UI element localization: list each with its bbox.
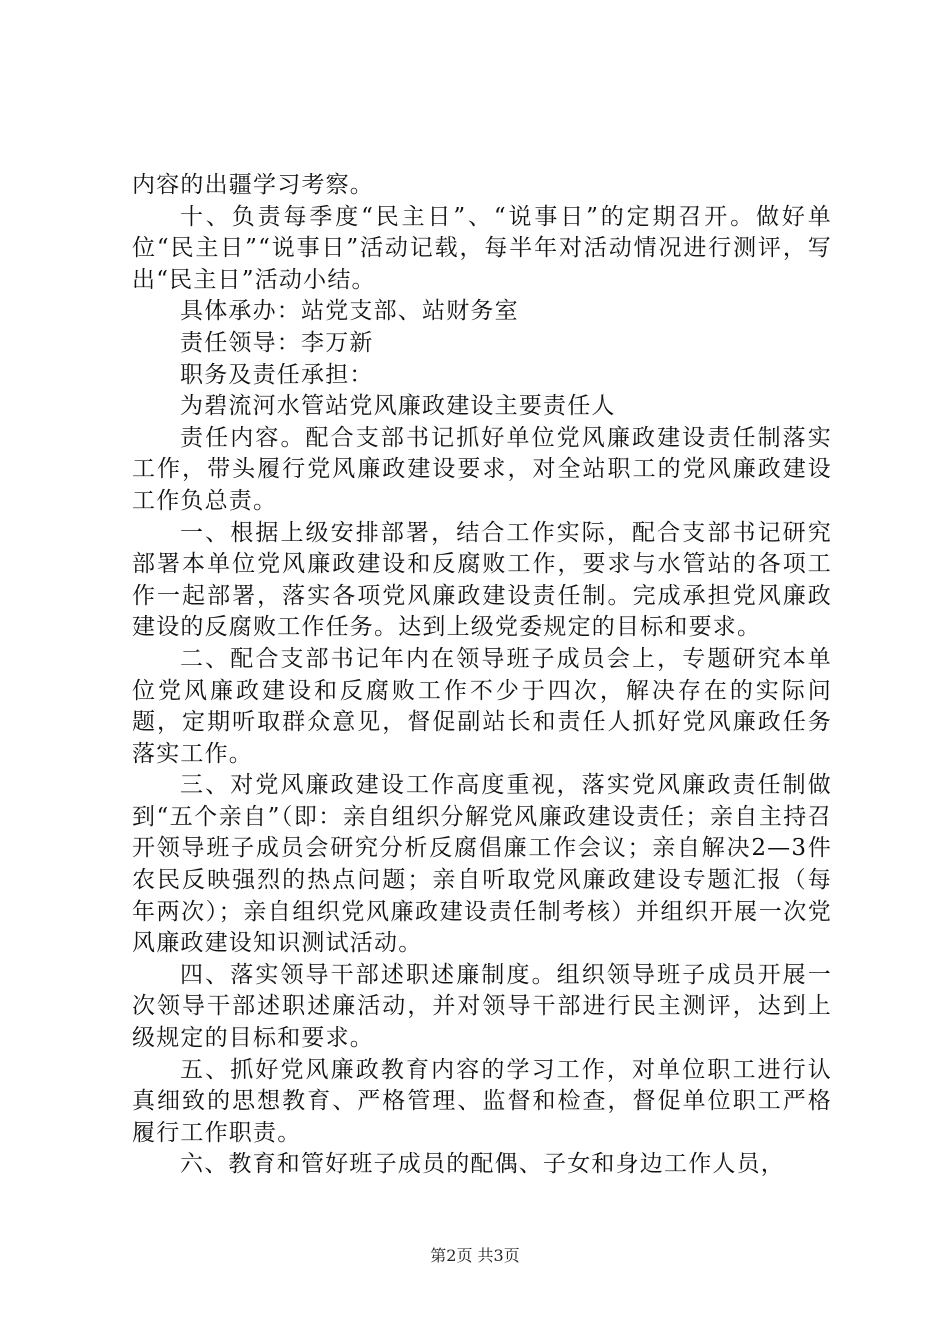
paragraph: 三、对党风廉政建设工作高度重视，落实党风廉政责任制做到“五个亲自”（即：亲自组织分解党风廉政建设责任；亲自主持召开领导班子成员会研究分析反腐倡廉工作会议；亲自解决2—3件农民反映强烈的热点问题；亲自听取党风廉政建设专题汇报（每年两次）；亲自组织党风廉政建设责任制考核）并组织开展一次党风廉政建设知识测试活动。	[132, 772, 832, 957]
paragraph: 具体承办：站党支部、站财务室	[180, 298, 519, 325]
paragraph: 为碧流河水管站党风廉政建设主要责任人	[180, 393, 616, 420]
paragraph: 六、教育和管好班子成员的配偶、子女和身边工作人员，	[180, 1151, 785, 1178]
paragraph: 责任领导：李万新	[180, 329, 374, 356]
document-body	[132, 170, 832, 1181]
paragraph: 责任内容。配合支部书记抓好单位党风廉政建设责任制落实工作，带头履行党风廉政建设要求，对全站职工的党风廉政建设工作负总责。	[132, 424, 832, 514]
paragraph: 十、负责每季度“民主日”、“说事日”的定期召开。做好单位“民主日”“说事日”活动记载，每半年对活动情况进行测评，写出“民主日”活动小结。	[132, 203, 832, 293]
paragraph: 职务及责任承担：	[180, 361, 374, 388]
paragraph: 内容的出疆学习考察。	[132, 172, 374, 198]
paragraph: 五、抓好党风廉政教育内容的学习工作，对单位职工进行认真细致的思想教育、严格管理、监督和检查，督促单位职工严格履行工作职责。	[132, 1056, 832, 1146]
paragraph: 二、配合支部书记年内在领导班子成员会上，专题研究本单位党风廉政建设和反腐败工作不少于四次，解决存在的实际问题，定期听取群众意见，督促副站长和责任人抓好党风廉政任务落实工作。	[132, 645, 832, 767]
paragraph: 一、根据上级安排部署，结合工作实际，配合支部书记研究部署本单位党风廉政建设和反腐败工作，要求与水管站的各项工作一起部署，落实各项党风廉政建设责任制。完成承担党风廉政建设的反腐败工作任务。达到上级党委规定的目标和要求。	[132, 519, 832, 641]
page-number-footer: 第2页 共3页	[430, 1246, 520, 1265]
paragraph: 四、落实领导干部述职述廉制度。组织领导班子成员开展一次领导干部述职述廉活动，并对领导干部进行民主测评，达到上级规定的目标和要求。	[132, 961, 832, 1052]
